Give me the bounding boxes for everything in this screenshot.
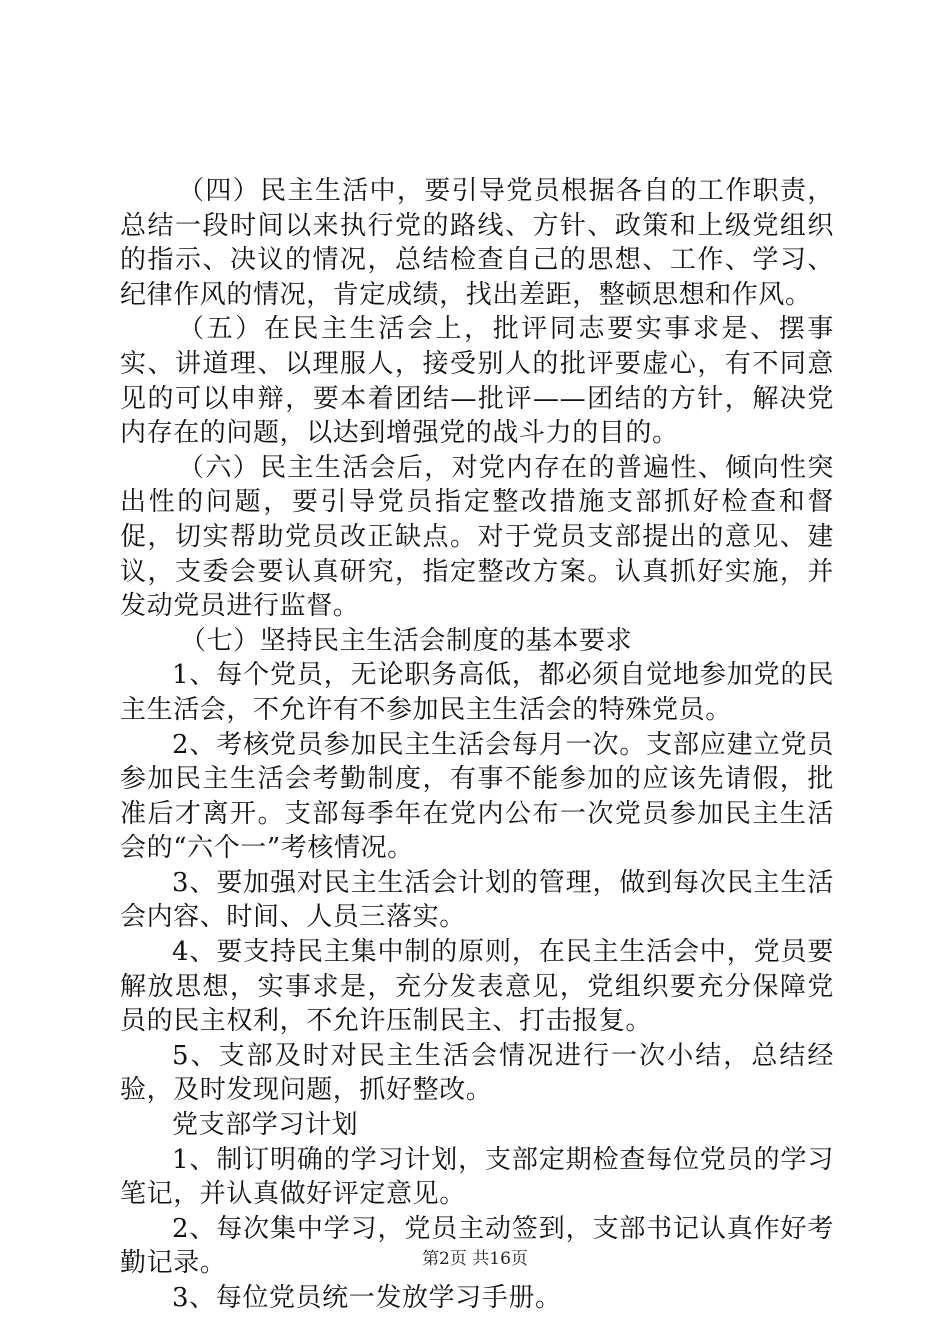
paragraph-section-5: （五）在民主生活会上，批评同志要实事求是、摆事实、讲道理、以理服人，接受别人的批评要虚心，有不同意见的可以申辩，要本着团结—批评——团结的方针，解决党内存在的问题，以达到增强党的战斗力的目的。: [120, 314, 834, 449]
paragraph-section-4: （四）民主生活中，要引导党员根据各自的工作职责，总结一段时间以来执行党的路线、方针、政策和上级党组织的指示、决议的情况，总结检查自己的思想、工作、学习、纪律作风的情况，肯定成绩，找出差距，整顿思想和作风。: [120, 176, 834, 310]
requirement-item-2: 2、考核党员参加民主生活会每月一次。支部应建立党员参加民主生活会考勤制度，有事不能参加的应该先请假，批准后才离开。支部每季年在党内公布一次党员参加民主生活会的“六个一”考核情况。: [120, 729, 834, 864]
section-7-heading: （七）坚持民主生活会制度的基本要求: [180, 625, 633, 656]
requirement-item-5: 5、支部及时对民主生活会情况进行一次小结，总结经验，及时发现问题，抓好整改。: [120, 1040, 834, 1106]
requirement-item-4: 4、要支持民主集中制的原则，在民主生活会中，党员要解放思想，实事求是，充分发表意见，党组织要充分保障党员的民主权利，不允许压制民主、打击报复。: [120, 937, 834, 1037]
requirement-item-3: 3、要加强对民主生活会计划的管理，做到每次民主生活会内容、时间、人员三落实。: [120, 867, 834, 933]
page-number-footer: 第2页 共16页: [422, 1249, 528, 1269]
requirement-item-1: 1、每个党员，无论职务高低，都必须自觉地参加党的民主生活会，不允许有不参加民主生活会的特殊党员。: [120, 660, 834, 725]
study-plan-item-3: 3、每位党员统一发放学习手册。: [172, 1283, 562, 1313]
paragraph-section-6: （六）民主生活会后，对党内存在的普遍性、倾向性突出性的问题，要引导党员指定整改措施支部抓好检查和督促，切实帮助党员改正缺点。对于党员支部提出的意见、建议，支委会要认真研究，指定整改方案。认真抓好实施，并发动党员进行监督。: [120, 452, 834, 622]
study-plan-item-1: 1、制订明确的学习计划，支部定期检查每位党员的学习笔记，并认真做好评定意见。: [120, 1144, 834, 1210]
document-body: [120, 174, 834, 1316]
study-plan-item-2: 2、每次集中学习，党员主动签到，支部书记认真作好考勤记录。: [120, 1213, 834, 1279]
study-plan-heading: 党支部学习计划: [172, 1110, 359, 1141]
